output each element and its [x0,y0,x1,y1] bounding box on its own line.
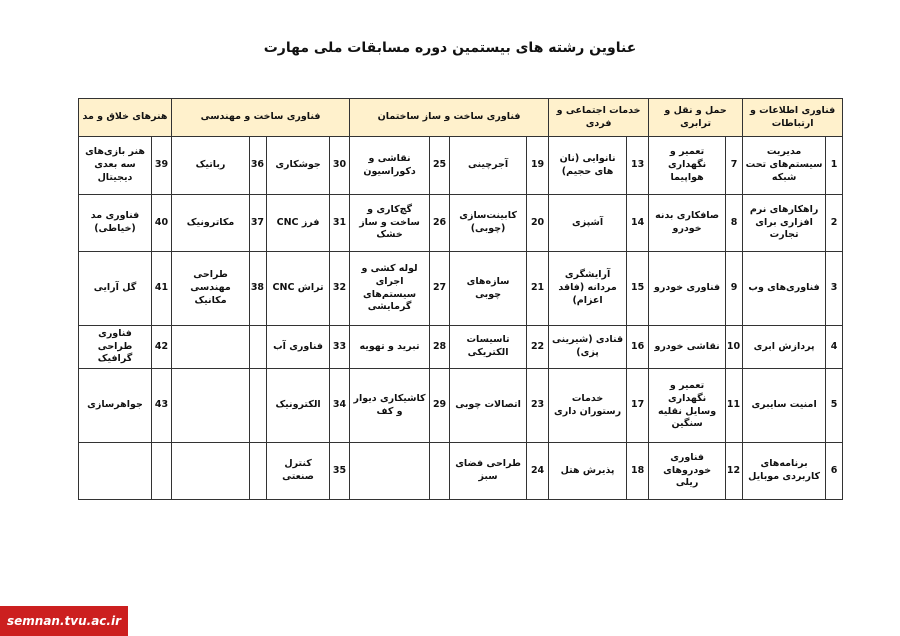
cell-skill: فناوری مد (خیاطی) [79,195,152,252]
cell-number: 9 [726,252,743,326]
cell-skill: پذیرش هتل [549,443,627,500]
cell-skill [350,443,430,500]
cell-skill [172,443,250,500]
cell-number: 6 [826,443,843,500]
cell-number: 25 [430,137,450,195]
header-row [79,99,843,137]
cell-skill: گچ‌کاری و ساخت و ساز خشک [350,195,430,252]
table-row [79,443,843,500]
cell-skill: تبرید و تهویه [350,326,430,369]
cell-number: 12 [726,443,743,500]
cell-skill: طراحی مهندسی مکانیک [172,252,250,326]
cell-number: 15 [627,252,649,326]
cell-skill: آجرچینی [450,137,527,195]
cell-skill [172,326,250,369]
header-construction: فناوری ساخت و ساز ساختمان [350,99,549,137]
table-row [79,195,843,252]
cell-skill: قنادی (شیرینی پزی) [549,326,627,369]
cell-skill: فناوری آب [267,326,330,369]
cell-number: 5 [826,369,843,443]
cell-number [430,443,450,500]
cell-skill: سازه‌های چوبی [450,252,527,326]
cell-number: 20 [527,195,549,252]
cell-number: 30 [330,137,350,195]
cell-number: 8 [726,195,743,252]
cell-skill: لوله کشی و اجرای سیستم‌های گرمایشی [350,252,430,326]
header-creative-arts: هنرهای خلاق و مد [79,99,172,137]
cell-skill: خدمات رستوران داری [549,369,627,443]
cell-number [250,326,267,369]
cell-number: 7 [726,137,743,195]
cell-skill: آرایشگری مردانه (فاقد اعزام) [549,252,627,326]
cell-number: 19 [527,137,549,195]
cell-number: 21 [527,252,549,326]
cell-skill: جواهرسازی [79,369,152,443]
cell-skill: هنر بازی‌های سه بعدی دیجیتال [79,137,152,195]
cell-number: 23 [527,369,549,443]
cell-skill: نقاشی خودرو [649,326,726,369]
cell-number: 22 [527,326,549,369]
cell-skill: کاشیکاری دیوار و کف [350,369,430,443]
competitions-table [78,98,843,500]
cell-number: 32 [330,252,350,326]
cell-skill: جوشکاری [267,137,330,195]
page-title: عناوین رشته های بیستمین دوره مسابقات ملی مهارت [263,40,637,56]
cell-number: 43 [152,369,172,443]
cell-skill [172,369,250,443]
cell-skill: فناوری‌های وب [743,252,826,326]
header-manufacturing: فناوری ساخت و مهندسی [172,99,350,137]
cell-skill: الکترونیک [267,369,330,443]
header-social-services: خدمات اجتماعی و فردی [549,99,649,137]
cell-skill: پردازش ابری [743,326,826,369]
cell-skill: امنیت سایبری [743,369,826,443]
cell-number: 33 [330,326,350,369]
cell-number: 28 [430,326,450,369]
table-row [79,252,843,326]
cell-number: 16 [627,326,649,369]
cell-skill [79,443,152,500]
cell-skill: نقاشی و دکوراسیون [350,137,430,195]
cell-number: 3 [826,252,843,326]
cell-number: 37 [250,195,267,252]
cell-skill: کابینت‌سازی (چوبی) [450,195,527,252]
cell-number: 40 [152,195,172,252]
cell-number: 24 [527,443,549,500]
header-ict: فناوری اطلاعات و ارتباطات [743,99,843,137]
cell-skill: تعمیر و نگهداری وسایل نقلیه سنگین [649,369,726,443]
cell-number: 4 [826,326,843,369]
cell-number [250,443,267,500]
site-url-banner[interactable] [0,606,128,636]
cell-number: 13 [627,137,649,195]
cell-skill: رباتیک [172,137,250,195]
cell-skill: فناوری خودرو [649,252,726,326]
cell-number: 29 [430,369,450,443]
cell-number: 38 [250,252,267,326]
cell-skill: نانوایی (نان های حجیم) [549,137,627,195]
cell-number: 10 [726,326,743,369]
cell-skill: اتصالات چوبی [450,369,527,443]
table-row [79,369,843,443]
cell-skill: فناوری طراحی گرافیک [79,326,152,369]
cell-skill: راهکارهای نرم افزاری برای تجارت [743,195,826,252]
cell-skill: تعمیر و نگهداری هواپیما [649,137,726,195]
cell-number: 35 [330,443,350,500]
cell-skill: تاسیسات الکتریکی [450,326,527,369]
cell-skill: برنامه‌های کاربردی موبایل [743,443,826,500]
cell-number: 42 [152,326,172,369]
cell-skill: صافکاری بدنه خودرو [649,195,726,252]
cell-number: 14 [627,195,649,252]
cell-number: 27 [430,252,450,326]
cell-number: 26 [430,195,450,252]
site-url-link[interactable]: semnan.tvu.ac.ir [7,614,121,628]
cell-skill: گل آرایی [79,252,152,326]
cell-number [250,369,267,443]
cell-number: 2 [826,195,843,252]
cell-skill: آشپزی [549,195,627,252]
cell-skill: مکاترونیک [172,195,250,252]
cell-number: 18 [627,443,649,500]
cell-skill: کنترل صنعتی [267,443,330,500]
cell-skill: فرز CNC [267,195,330,252]
cell-number: 39 [152,137,172,195]
cell-number: 17 [627,369,649,443]
header-transport: حمل و نقل و ترابری [649,99,743,137]
table-row [79,137,843,195]
cell-skill: مدیریت سیستم‌های تحت شبکه [743,137,826,195]
cell-number: 41 [152,252,172,326]
cell-skill: فناوری خودروهای ریلی [649,443,726,500]
cell-number [152,443,172,500]
cell-number: 1 [826,137,843,195]
table-row [79,326,843,369]
cell-number: 11 [726,369,743,443]
cell-number: 34 [330,369,350,443]
cell-number: 31 [330,195,350,252]
cell-skill: تراش CNC [267,252,330,326]
cell-skill: طراحی فضای سبز [450,443,527,500]
cell-number: 36 [250,137,267,195]
